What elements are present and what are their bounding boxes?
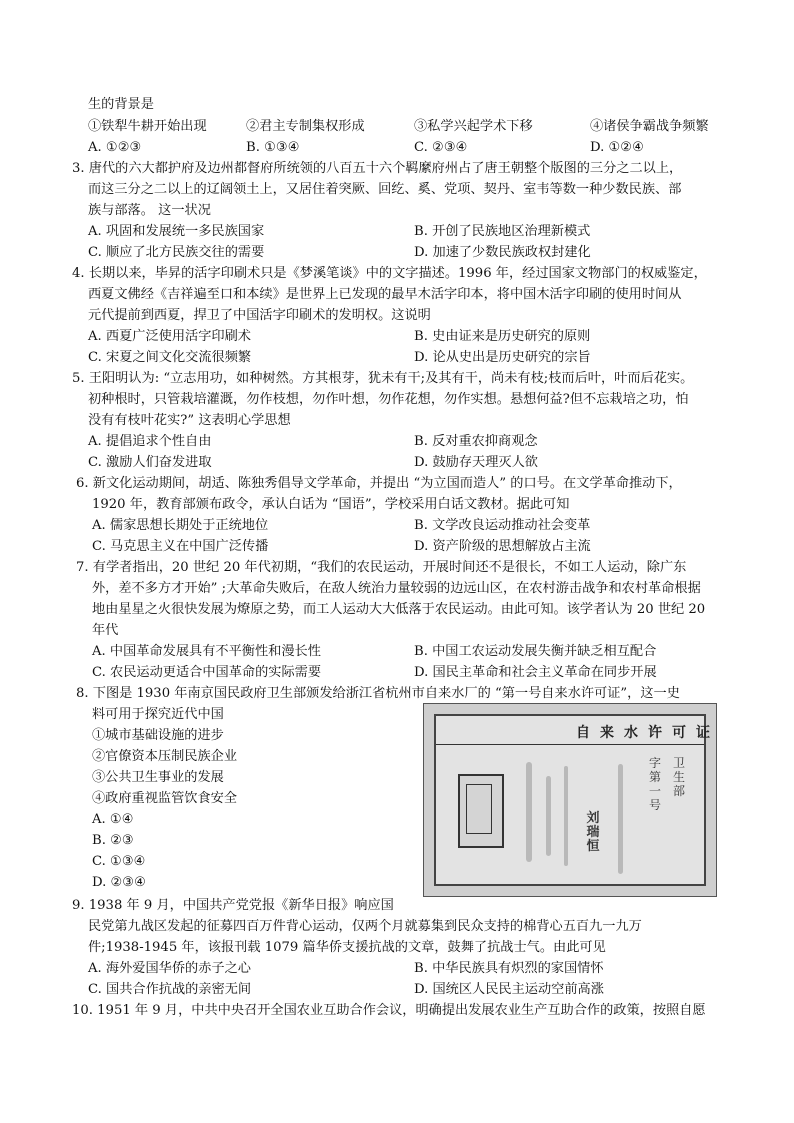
- license-smudge-3: [564, 766, 568, 866]
- q6-option-b: B. 文学改良运动推动社会变革: [414, 518, 591, 533]
- q7-stem-line-2: 外，差不多方才开始” ;大革命失败后，在敌人统治力量较弱的边远山区，在农村游击战争和农村革命根据: [92, 581, 701, 596]
- q7-option-a: A. 中国革命发展具有不平衡性和漫长性: [92, 644, 321, 659]
- license-rule: [436, 744, 704, 745]
- q7-stem-line-3: 地由星星之火很快发展为燎原之势，而工人运动大大低落于农民运动。由此可知。该学者认为 20 世纪 20: [92, 602, 706, 617]
- q3-option-c: C. 顺应了北方民族交往的需要: [88, 245, 265, 260]
- q2-item-4: ④诸侯争霸战争频繁: [590, 119, 709, 134]
- q7-stem-line-1: 7. 有学者指出，20 世纪 20 年代初期，“我们的农民运动，开展时间还不是很长，不如工人运动，除广东: [76, 560, 687, 575]
- q8-option-c: C. ①③④: [92, 854, 146, 869]
- q2-item-3: ③私学兴起学术下移: [414, 119, 533, 134]
- q8-item-2: ②官僚资本压制民族企业: [92, 749, 238, 764]
- q8-item-1: ①城市基础设施的进步: [92, 728, 224, 743]
- q6-option-a: A. 儒家思想长期处于正统地位: [92, 518, 269, 533]
- q9-option-a: A. 海外爱国华侨的赤子之心: [88, 961, 251, 976]
- q7-option-b: B. 中国工农运动发展失衡并缺乏相互配合: [414, 644, 657, 659]
- q4-stem-line-2: 西夏文佛经《吉祥遍至口和本续》是世界上已发现的最早木活字印本，将中国木活字印刷的使用时间从: [88, 287, 682, 302]
- license-smudge-4: [618, 764, 623, 874]
- q4-option-d: D. 论从史出是历史研究的宗旨: [414, 350, 591, 365]
- q8-item-3: ③公共卫生事业的发展: [92, 770, 224, 785]
- q2-option-c: C. ②③④: [414, 140, 468, 155]
- q3-option-a: A. 巩固和发展统一多民族国家: [88, 224, 265, 239]
- q9-stem-line-3: 件;1938-1945 年，该报刊载 1079 篇华侨支援抗战的文章，鼓舞了抗战士气。由此可见: [88, 940, 606, 955]
- q9-stem-line-2: 民党第九战区发起的征募四百万件背心运动，仅两个月就募集到民众支持的棉背心五百九一九万: [88, 919, 642, 934]
- license-signature: 刘瑞恒: [586, 811, 600, 854]
- license-col-1: 卫生部: [672, 756, 685, 798]
- license-smudge-2: [546, 776, 551, 856]
- q2-option-a: A. ①②③: [88, 140, 142, 155]
- license-col-2: 字第一号: [648, 756, 661, 812]
- q4-stem-line-1: 4. 长期以来，毕昇的活字印刷术只是《梦溪笔谈》中的文字描述。1996 年，经过国家文物部门的权威鉴定，: [72, 266, 707, 281]
- q4-option-c: C. 宋夏之间文化交流很频繁: [88, 350, 252, 365]
- q5-option-c: C. 激励人们奋发进取: [88, 455, 212, 470]
- q2-option-d: D. ①②④: [590, 140, 644, 155]
- q2-option-b: B. ①③④: [246, 140, 300, 155]
- q3-option-d: D. 加速了少数民族政权封建化: [414, 245, 591, 260]
- q9-option-c: C. 国共合作抗战的亲密无间: [88, 982, 252, 997]
- license-title: 自来水许可证: [576, 725, 720, 741]
- water-license-photo: [423, 703, 720, 897]
- q5-stem-line-2: 初种根时，只管栽培灌溉，勿作枝想，勿作叶想，勿作花想，勿作实想。悬想何益?但不忘栽培之功，怕: [88, 392, 689, 407]
- q3-option-b: B. 开创了民族地区治理新模式: [414, 224, 591, 239]
- license-smudge-1: [526, 762, 532, 862]
- q6-option-d: D. 资产阶级的思想解放占主流: [414, 539, 591, 554]
- q2-item-2: ②君主专制集权形成: [246, 119, 365, 134]
- q5-option-d: D. 鼓励存天理灭人欲: [414, 455, 538, 470]
- q5-option-a: A. 提倡追求个性自由: [88, 434, 212, 449]
- q3-stem-line-2: 而这三分之二以上的辽阔领土上，又居住着突厥、回纥、奚、党项、契丹、室韦等数一种少数民族、部: [88, 182, 682, 197]
- q5-stem-line-1: 5. 王阳明认为: “立志用功，如种树然。方其根芽，犹未有干;及其有干，尚未有枝;枝而后叶，叶而后花实。: [72, 371, 694, 386]
- q9-stem-line-1: 9. 1938 年 9 月，中国共产党党报《新华日报》响应国: [72, 898, 394, 913]
- q4-stem-line-3: 元代提前到西夏，捍卫了中国活字印刷术的发明权。这说明: [88, 308, 431, 323]
- q8-stem-line-2: 料可用于探究近代中国: [92, 707, 224, 722]
- q3-stem-line-1: 3. 唐代的六大都护府及边州都督府所统领的八百五十六个羁縻府州占了唐王朝整个版图的三分之二以上，: [72, 161, 683, 176]
- q8-option-d: D. ②③④: [92, 875, 146, 890]
- q10-stem-line-1: 10. 1951 年 9 月，中共中央召开全国农业互助合作会议，明确提出发展农业生产互助合作的政策，按照自愿: [72, 1003, 706, 1018]
- q7-option-c: C. 农民运动更适合中国革命的实际需要: [92, 665, 322, 680]
- q5-option-b: B. 反对重农抑商观念: [414, 434, 538, 449]
- q5-stem-line-3: 没有有枝叶花实?” 这表明心学思想: [88, 413, 291, 428]
- license-border: [434, 714, 720, 886]
- q6-option-c: C. 马克思主义在中国广泛传播: [92, 539, 269, 554]
- q3-stem-line-3: 族与部落。 这一状况: [88, 203, 211, 218]
- q6-stem-line-2: 1920 年，教育部颁布政令，承认白话为 “国语”，学校采用白话文教材。据此可知: [92, 497, 570, 512]
- q9-option-b: B. 中华民族具有炽烈的家国情怀: [414, 961, 604, 976]
- q7-stem-line-4: 年代: [92, 623, 119, 638]
- q4-option-b: B. 史由证来是历史研究的原则: [414, 329, 591, 344]
- q2-item-1: ①铁犁牛耕开始出现: [88, 119, 207, 134]
- q9-option-d: D. 国统区人民民主运动空前高涨: [414, 982, 604, 997]
- q7-option-d: D. 国民主革命和社会主义革命在同步开展: [414, 665, 657, 680]
- q8-option-a: A. ①④: [92, 812, 134, 827]
- q8-item-4: ④政府重视监管饮食安全: [92, 791, 238, 806]
- q2-stem-tail: 生的背景是: [88, 97, 154, 112]
- q6-stem-line-1: 6. 新文化运动期间，胡适、陈独秀倡导文学革命，并提出 “为立国而造人” 的口号。在文学革命推动下，: [76, 476, 682, 491]
- license-seal-inner: [466, 784, 492, 834]
- q8-stem-line-1: 8. 下图是 1930 年南京国民政府卫生部颁发给浙江省杭州市自来水厂的 “第一号自来水许可证”，这一史: [76, 686, 680, 701]
- q4-option-a: A. 西夏广泛使用活字印刷术: [88, 329, 251, 344]
- q8-option-b: B. ②③: [92, 833, 134, 848]
